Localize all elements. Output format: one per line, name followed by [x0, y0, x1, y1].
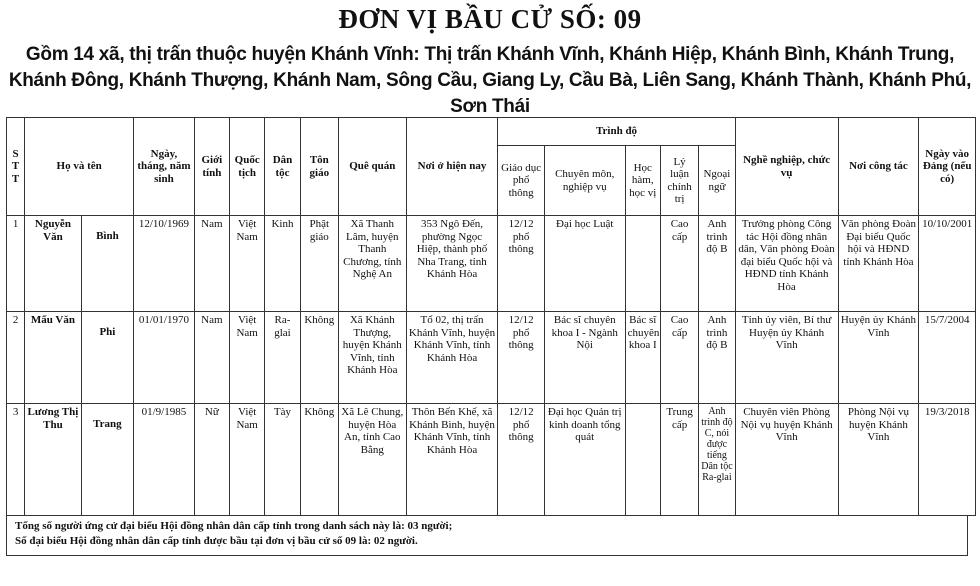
cell-nationality: Việt Nam	[230, 312, 265, 404]
cell-party-date: 10/10/2001	[919, 216, 976, 312]
cell-party-date: 15/7/2004	[919, 312, 976, 404]
cell-academic: Bác sĩ chuyên khoa I	[625, 312, 660, 404]
header-ethnic: Dân tộc	[265, 118, 300, 216]
header-party-date: Ngày vào Đảng (nếu có)	[919, 118, 976, 216]
cell-hometown: Xã Khánh Thượng, huyện Khánh Vĩnh, tỉnh Khánh Hòa	[338, 312, 406, 404]
page-subtitle	[0, 42, 980, 120]
header-education: Trình độ	[498, 118, 735, 146]
table-row	[7, 216, 976, 312]
header-workplace: Nơi công tác	[838, 118, 919, 216]
cell-language: Anh trình độ B	[699, 312, 735, 404]
cell-surname: Lương Thị Thu	[25, 404, 82, 516]
cell-dob: 01/9/1985	[134, 404, 195, 516]
header-stt: STT	[7, 118, 25, 216]
cell-workplace: Phòng Nội vụ huyện Khánh Vĩnh	[838, 404, 919, 516]
cell-given-name: Phi	[81, 312, 133, 404]
cell-academic	[625, 404, 660, 516]
header-residence: Nơi ở hiện nay	[406, 118, 498, 216]
cell-ethnic: Tày	[265, 404, 300, 516]
cell-academic	[625, 216, 660, 312]
cell-general: 12/12 phổ thông	[498, 216, 544, 312]
header-dob: Ngày, tháng, năm sinh	[134, 118, 195, 216]
cell-dob: 12/10/1969	[134, 216, 195, 312]
cell-religion: Không	[300, 312, 338, 404]
cell-professional: Đại học Luật	[544, 216, 625, 312]
cell-ethnic: Kinh	[265, 216, 300, 312]
cell-gender: Nữ	[194, 404, 229, 516]
summary-footer	[6, 516, 968, 556]
cell-nationality: Việt Nam	[230, 216, 265, 312]
cell-workplace: Văn phòng Đoàn Đại biểu Quốc hội và HĐND tỉnh Khánh Hòa	[838, 216, 919, 312]
header-general: Giáo dục phổ thông	[498, 146, 544, 216]
cell-religion: Phật giáo	[300, 216, 338, 312]
candidate-table	[6, 117, 976, 516]
cell-general: 12/12 phổ thông	[498, 404, 544, 516]
cell-occupation: Trưởng phòng Công tác Hội đồng nhân dân, Văn phòng Đoàn đại biểu Quốc hội và HĐND tỉnh Khánh Hòa	[735, 216, 838, 312]
table-row	[7, 312, 976, 404]
header-name: Họ và tên	[25, 118, 134, 216]
cell-political: Cao cấp	[660, 312, 698, 404]
cell-stt: 2	[7, 312, 25, 404]
cell-workplace: Huyện ủy Khánh Vĩnh	[838, 312, 919, 404]
cell-professional: Bác sĩ chuyên khoa I - Ngành Nội	[544, 312, 625, 404]
cell-residence: 353 Ngô Đến, phường Ngọc Hiệp, thành phố Nha Trang, tỉnh Khánh Hòa	[406, 216, 498, 312]
header-academic: Học hàm, học vị	[625, 146, 660, 216]
header-professional: Chuyên môn, nghiệp vụ	[544, 146, 625, 216]
header-hometown: Quê quán	[338, 118, 406, 216]
subtitle-line-1: Gồm 14 xã, thị trấn thuộc huyện Khánh Vĩnh: Thị trấn Khánh Vĩnh, Khánh Hiệp, Khánh Bình, Khánh Trung,	[25, 44, 955, 65]
cell-hometown: Xã Lê Chung, huyện Hòa An, tỉnh Cao Bằng	[338, 404, 406, 516]
table-row	[7, 404, 976, 516]
cell-political: Cao cấp	[660, 216, 698, 312]
header-nationality: Quốc tịch	[230, 118, 265, 216]
subtitle-line-2: Khánh Đông, Khánh Thượng, Khánh Nam, Sông Cầu, Giang Ly, Cầu Bà, Liên Sang, Khánh Thành, Khánh Phú, Sơn Thái	[8, 70, 972, 117]
summary-line-1: Tổng số người ứng cử đại biểu Hội đồng nhân dân cấp tỉnh trong danh sách này là: 03 người;	[15, 520, 453, 532]
cell-surname: Mấu Văn	[25, 312, 82, 404]
cell-language: Anh trình độ B	[699, 216, 735, 312]
cell-occupation: Chuyên viên Phòng Nội vụ huyện Khánh Vĩnh	[735, 404, 838, 516]
header-political: Lý luận chính trị	[660, 146, 698, 216]
header-language: Ngoại ngữ	[699, 146, 735, 216]
cell-gender: Nam	[194, 216, 229, 312]
cell-given-name: Bình	[81, 216, 133, 312]
page-title: ĐƠN VỊ BẦU CỬ SỐ: 09	[338, 4, 642, 34]
cell-ethnic: Ra-glai	[265, 312, 300, 404]
cell-professional: Đại học Quản trị kinh doanh tổng quát	[544, 404, 625, 516]
cell-residence: Tổ 02, thị trấn Khánh Vĩnh, huyện Khánh Vĩnh, tỉnh Khánh Hòa	[406, 312, 498, 404]
cell-party-date: 19/3/2018	[919, 404, 976, 516]
header-religion: Tôn giáo	[300, 118, 338, 216]
cell-stt: 1	[7, 216, 25, 312]
header-gender: Giới tính	[194, 118, 229, 216]
cell-hometown: Xã Thanh Lâm, huyện Thanh Chương, tỉnh Nghệ An	[338, 216, 406, 312]
cell-general: 12/12 phổ thông	[498, 312, 544, 404]
cell-religion: Không	[300, 404, 338, 516]
header-occupation: Nghề nghiệp, chức vụ	[735, 118, 838, 216]
cell-occupation: Tỉnh ủy viên, Bí thư Huyện ủy Khánh Vĩnh	[735, 312, 838, 404]
cell-dob: 01/01/1970	[134, 312, 195, 404]
cell-nationality: Việt Nam	[230, 404, 265, 516]
cell-residence: Thôn Bến Khế, xã Khánh Bình, huyện Khánh Vĩnh, tỉnh Khánh Hòa	[406, 404, 498, 516]
summary-line-2: Số đại biểu Hội đồng nhân dân cấp tỉnh được bầu tại đơn vị bầu cử số 09 là: 02 người.	[15, 535, 418, 547]
cell-stt: 3	[7, 404, 25, 516]
cell-language: Anh trình độ C, nói được tiếng Dân tộc Ra-glai	[699, 404, 735, 516]
cell-gender: Nam	[194, 312, 229, 404]
cell-surname: Nguyễn Văn	[25, 216, 82, 312]
cell-given-name: Trang	[81, 404, 133, 516]
cell-political: Trung cấp	[660, 404, 698, 516]
